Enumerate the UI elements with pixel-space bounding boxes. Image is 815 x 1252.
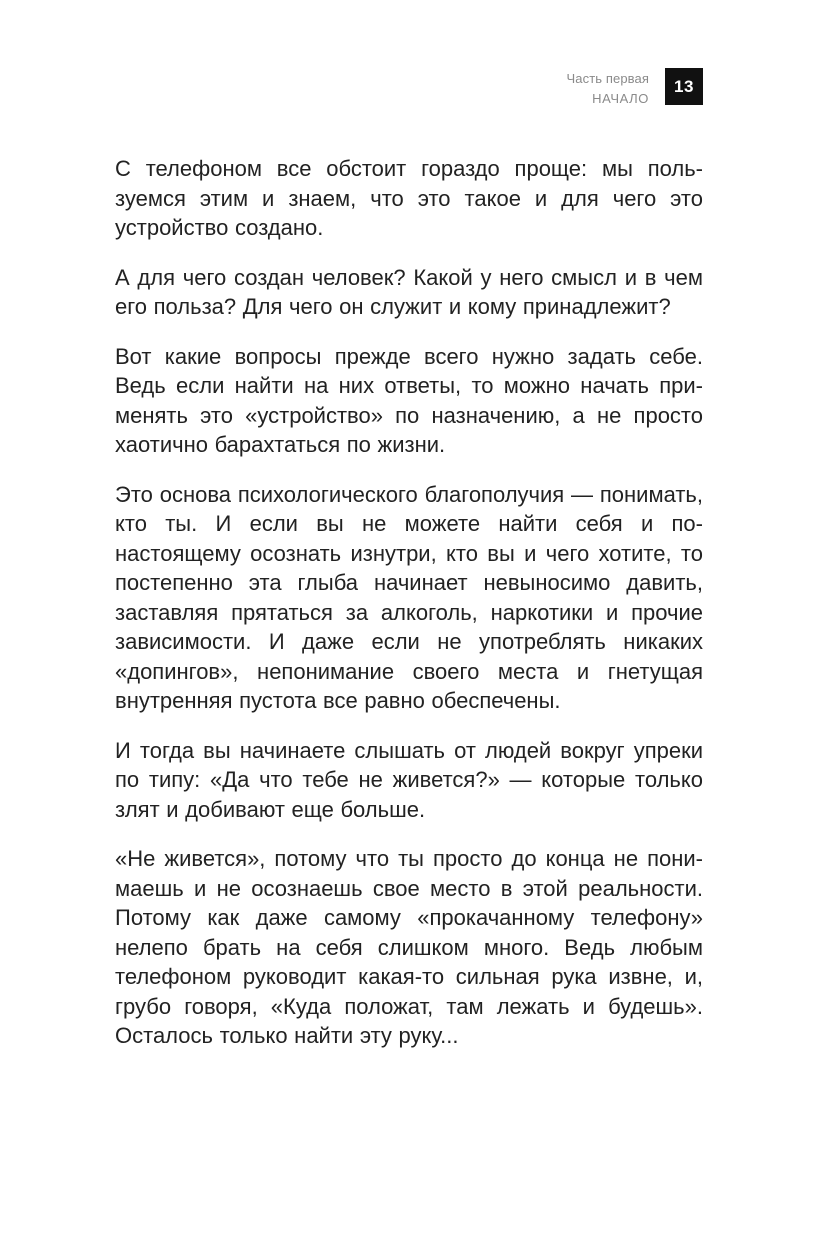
paragraph: Это основа психологического благополучия — понимать, кто ты. И если вы не можете найти себя и по-настоящему осознать изнутри, кто вы и чего хотите, то постепенно эта глыба начинает невыносимо давить, заставляя прятаться за алкоголь, наркотики и прочие зависимости. И даже если не употреблять никаких «допингов», непонимание своего места и гнетущая внутренняя пустота все равно обеспечены. (115, 481, 703, 713)
chapter-label: НАЧАЛО (592, 91, 649, 106)
paragraph: И тогда вы начинаете слышать от людей вокруг упреки по типу: «Да что тебе не живется?» — которые только злят и добивают еще больше. (115, 737, 703, 822)
page-number: 13 (665, 68, 703, 105)
paragraph: С телефоном все обстоит гораздо проще: мы пользуемся этим и знаем, что это такое и для чего это устройство создано. (115, 156, 703, 240)
body-text (115, 154, 703, 1071)
paragraph: «Не живется», потому что ты просто до конца не понимаешь и не осознаешь свое место в этой реальности. Потому как даже самому «прокачанному телефону» нелепо брать на себя слишком много. Ведь любым телефоном руководит какая-то сильная рука извне, и, грубо говоря, «Куда положат, там лежать и будешь». Осталось только найти эту руку... (115, 846, 703, 1048)
paragraph: Вот какие вопросы прежде всего нужно задать себе. Ведь если найти на них ответы, то можно начать применять это «устройство» по назначению, а не просто хаотично барахтаться по жизни. (115, 343, 703, 457)
part-label: Часть первая (566, 71, 649, 86)
paragraph: А для чего создан человек? Какой у него смысл и в чем его польза? Для чего он служит и кому принадлежит? (115, 264, 703, 319)
header-text (567, 69, 649, 109)
running-header (567, 68, 703, 109)
